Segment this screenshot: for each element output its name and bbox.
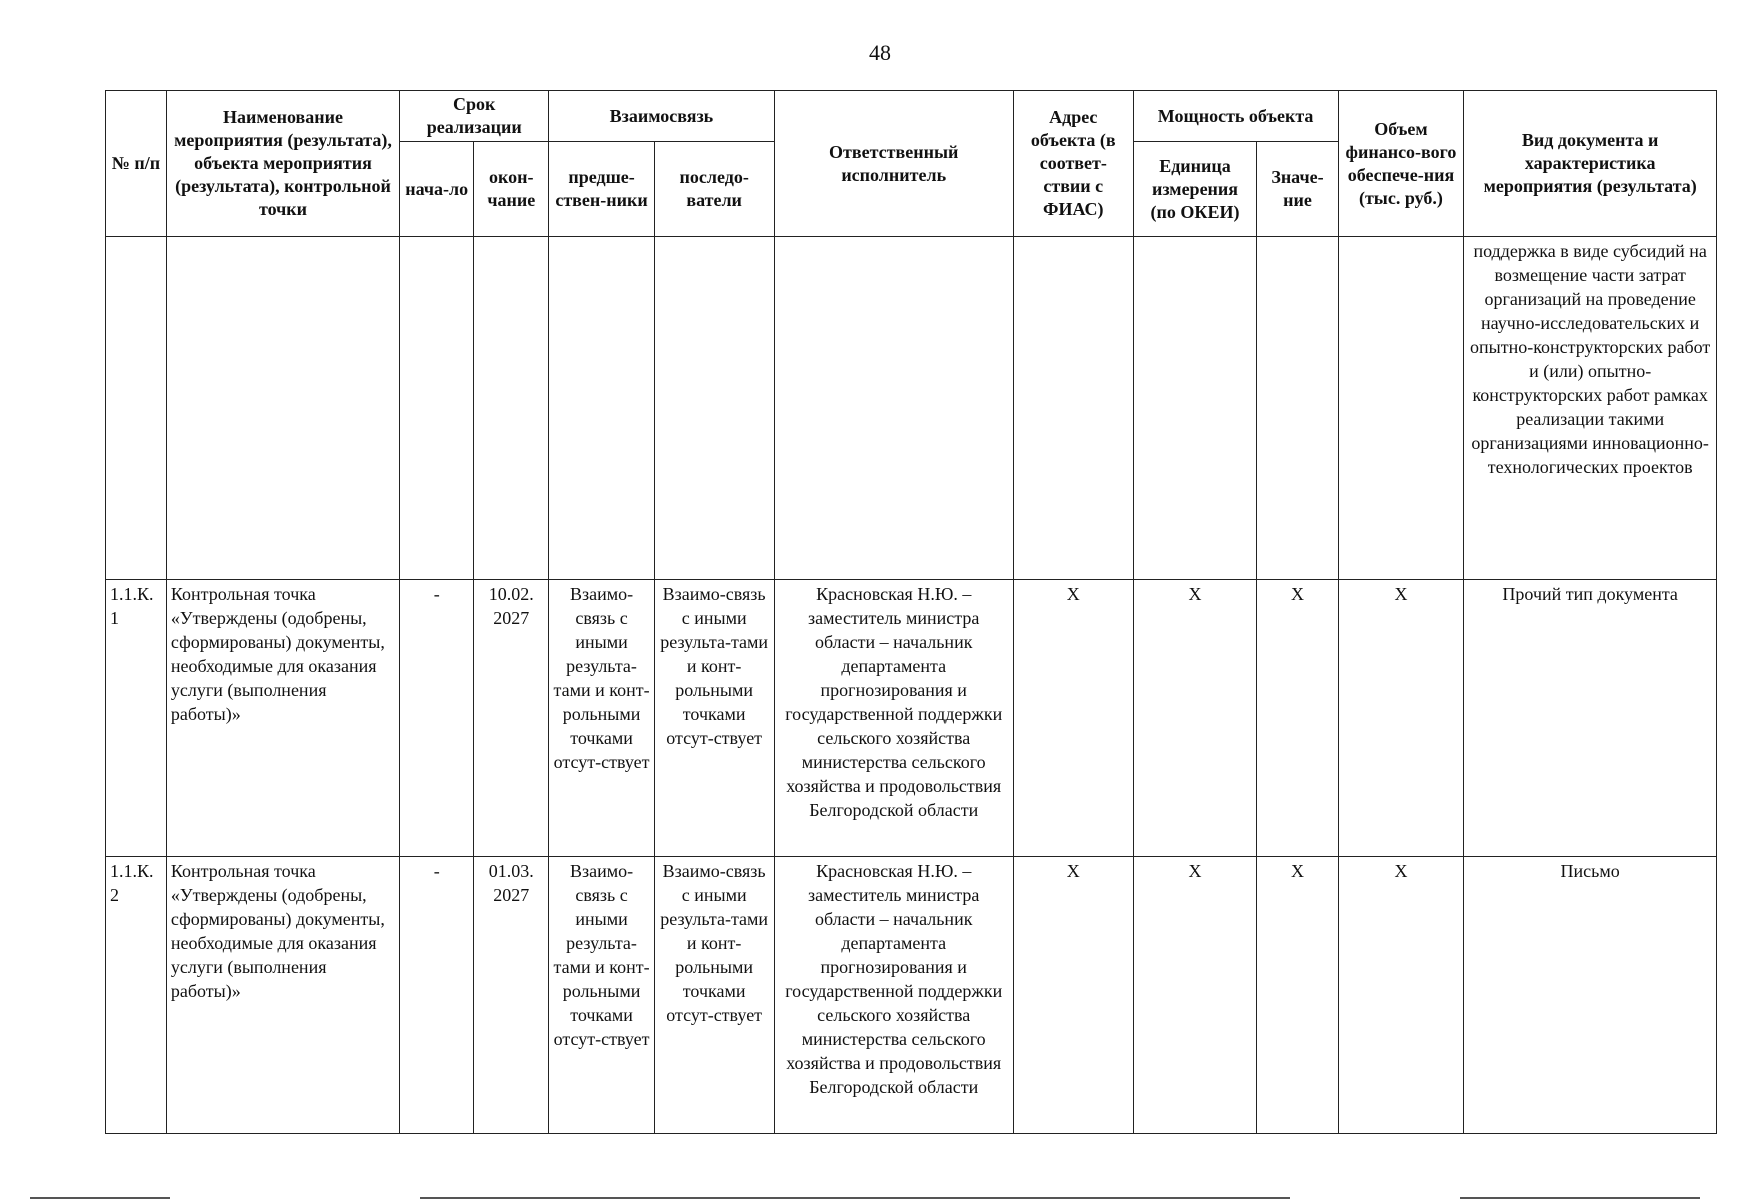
header-num: № п/п <box>106 91 167 237</box>
row-num: 1.1.К.1 <box>106 580 167 857</box>
cell <box>1013 237 1133 580</box>
row-unit: Х <box>1133 857 1257 1134</box>
row-start: - <box>400 857 474 1134</box>
header-name: Наименование мероприятия (результата), объекта мероприятия (результата), контрольной точки <box>166 91 399 237</box>
cell <box>774 237 1013 580</box>
row-value: Х <box>1257 857 1338 1134</box>
row-responsible: Красновская Н.Ю. – заместитель министра области – начальник департамента прогнозирования и государственной поддержки сельского хозяйства министерства сельского хозяйства и продовольствия Белгородской области <box>774 857 1013 1134</box>
row-name: Контрольная точка «Утверждены (одобрены, сформированы) документы, необходимые для оказания услуги (выполнения работы)» <box>166 857 399 1134</box>
row-successors: Взаимо-связь с иными результа-тами и конт-рольными точками отсут-ствует <box>654 580 774 857</box>
header-address: Адрес объекта (в соответ-ствии с ФИАС) <box>1013 91 1133 237</box>
row-end: 10.02. 2027 <box>474 580 549 857</box>
row-doc: Письмо <box>1464 857 1717 1134</box>
header-finance: Объем финансо-вого обеспече-ния (тыс. руб.) <box>1338 91 1464 237</box>
cell <box>166 237 399 580</box>
table-row-continuation <box>106 237 1717 580</box>
bottom-rule-middle <box>420 1197 1290 1199</box>
row-doc: Прочий тип документа <box>1464 580 1717 857</box>
header-term-start: нача-ло <box>400 142 474 237</box>
row-finance: Х <box>1338 857 1464 1134</box>
header-link: Взаимосвязь <box>549 91 774 142</box>
header-term: Срок реализации <box>400 91 549 142</box>
header-responsible: Ответственный исполнитель <box>774 91 1013 237</box>
header-doc: Вид документа и характеристика мероприятия (результата) <box>1464 91 1717 237</box>
row-finance: Х <box>1338 580 1464 857</box>
row-value: Х <box>1257 580 1338 857</box>
row-responsible: Красновская Н.Ю. – заместитель министра области – начальник департамента прогнозирования и государственной поддержки сельского хозяйства министерства сельского хозяйства и продовольствия Белгородской области <box>774 580 1013 857</box>
row-name: Контрольная точка «Утверждены (одобрены, сформированы) документы, необходимые для оказания услуги (выполнения работы)» <box>166 580 399 857</box>
cell <box>1257 237 1338 580</box>
cell <box>106 237 167 580</box>
row-start: - <box>400 580 474 857</box>
cell <box>474 237 549 580</box>
table-row <box>106 580 1717 857</box>
header-capacity: Мощность объекта <box>1133 91 1338 142</box>
header-cap-value: Значе-ние <box>1257 142 1338 237</box>
page-number: 48 <box>869 40 891 65</box>
row-unit: Х <box>1133 580 1257 857</box>
row-predecessors: Взаимо-связь с иными результа-тами и конт-рольными точками отсут-ствует <box>549 857 655 1134</box>
table-row <box>106 857 1717 1134</box>
cell <box>654 237 774 580</box>
header-row-1 <box>106 91 1717 142</box>
measures-table <box>105 90 1717 1134</box>
header-link-pred: предше-ствен-ники <box>549 142 655 237</box>
row-predecessors: Взаимо-связь с иными результа-тами и конт-рольными точками отсут-ствует <box>549 580 655 857</box>
row-address: Х <box>1013 580 1133 857</box>
header-term-end: окон-чание <box>474 142 549 237</box>
row-successors: Взаимо-связь с иными результа-тами и конт-рольными точками отсут-ствует <box>654 857 774 1134</box>
row-end: 01.03. 2027 <box>474 857 549 1134</box>
bottom-rule-left <box>30 1197 170 1199</box>
header-link-succ: последо-ватели <box>654 142 774 237</box>
row-address: Х <box>1013 857 1133 1134</box>
cell <box>400 237 474 580</box>
cell <box>1338 237 1464 580</box>
row-num: 1.1.К.2 <box>106 857 167 1134</box>
bottom-rule-right <box>1460 1197 1700 1199</box>
header-cap-unit: Единица измерения (по ОКЕИ) <box>1133 142 1257 237</box>
cell <box>549 237 655 580</box>
doc-cell: поддержка в виде субсидий на возмещение части затрат организаций на проведение научно-исследовательских и опытно-конструкторских работ и (или) опытно-конструкторских работ рамках реализации такими организациями инновационно-технологических проектов <box>1464 237 1717 580</box>
cell <box>1133 237 1257 580</box>
